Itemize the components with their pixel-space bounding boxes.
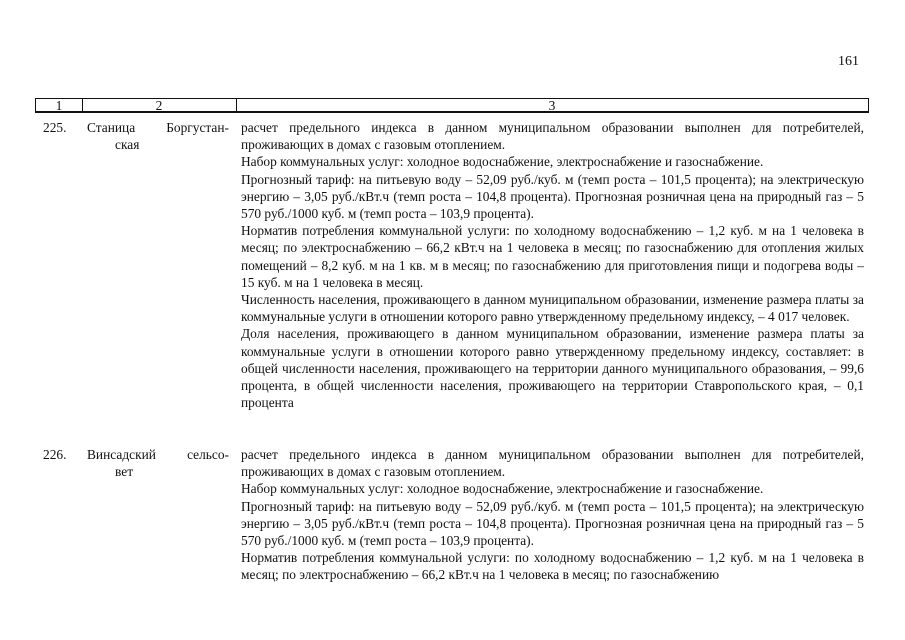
- description-paragraph: расчет предельного индекса в данном муниципальном образовании выполнен для потребителей, проживающих в домах с газовым отоплением.: [241, 120, 864, 153]
- description-paragraph: Норматив потребления коммунальной услуги: по холодному водоснабжению – 1,2 куб. м на 1 человека в месяц; по электроснабжению – 66,2 кВт.ч на 1 человека в месяц; по газоснабжению: [241, 550, 864, 583]
- description-paragraph: Набор коммунальных услуг: холодное водоснабжение, электроснабжение и газоснабжение.: [241, 481, 764, 497]
- header-cell-3: [236, 99, 868, 111]
- description-paragraph: Набор коммунальных услуг: холодное водоснабжение, электроснабжение и газоснабжение.: [241, 154, 764, 170]
- description-paragraph: расчет предельного индекса в данном муниципальном образовании выполнен для потребителей, проживающих в домах с газовым отоплением.: [241, 447, 864, 480]
- table-header-row: [35, 98, 869, 113]
- header-cell-1: [36, 99, 83, 111]
- municipality-name-part: Винсадский: [87, 447, 156, 462]
- header-cell-2: [82, 99, 237, 111]
- row-number: 225.: [43, 120, 67, 135]
- description-paragraph: Численность населения, проживающего в данном муниципальном образовании, изменение размера платы за коммунальные услуги в отношении которого равно утвержденному предельному индексу, – 4 017 человек.: [241, 292, 864, 325]
- municipality-name-part: Боргустан-: [166, 120, 229, 135]
- row-number: 226.: [43, 447, 67, 462]
- row-description: [241, 446, 864, 584]
- municipality-name-part: вет: [115, 464, 134, 480]
- row-description: [241, 119, 864, 411]
- header-cell-3-label: 3: [548, 98, 556, 113]
- description-paragraph: Норматив потребления коммунальной услуги: по холодному водоснабжению – 1,2 куб. м на 1 человека в месяц; по электроснабжению – 66,2 кВт.ч на 1 человека в месяц; по газоснабжению для отопления жилых помещений – 8,2 куб. м на 1 кв. м в месяц; по газоснабжению для приготовления пищи и подогрева воды – 15 куб. м на 1 человека в месяц.: [241, 223, 864, 290]
- description-paragraph: Прогнозный тариф: на питьевую воду – 52,09 руб./куб. м (темп роста – 101,5 процента); на электрическую энергию – 3,05 руб./кВт.ч (темп роста – 104,8 процента). Прогнозная розничная цена на природный газ – 5 570 руб./1000 куб. м (темп роста – 103,9 процента).: [241, 498, 864, 549]
- description-paragraph: Прогнозный тариф: на питьевую воду – 52,09 руб./куб. м (темп роста – 101,5 процента); на электрическую энергию – 3,05 руб./кВт.ч (темп роста – 104,8 процента). Прогнозная розничная цена на природный газ – 5 570 руб./1000 куб. м (темп роста – 103,9 процента).: [241, 171, 864, 222]
- municipality-name-part: сельсо-: [187, 447, 229, 462]
- municipality-name-part: Станица: [87, 120, 136, 135]
- page-number: 161: [838, 54, 859, 69]
- municipality-name: [87, 119, 229, 153]
- header-cell-2-label: 2: [155, 98, 163, 113]
- municipality-name: [87, 446, 229, 480]
- description-paragraph: Доля населения, проживающего в данном муниципальном образовании, изменение размера платы за коммунальные услуги в отношении которого равно утвержденному предельному индексу, составляет: в общей численности населения, проживающего на территории данного муниципального образования, – 99,6 процента, в общей численности населения, проживающего на территории Ставропольского края, – 0,1 процента: [241, 326, 864, 411]
- municipality-name-part: ская: [115, 137, 140, 153]
- header-cell-1-label: 1: [55, 98, 63, 113]
